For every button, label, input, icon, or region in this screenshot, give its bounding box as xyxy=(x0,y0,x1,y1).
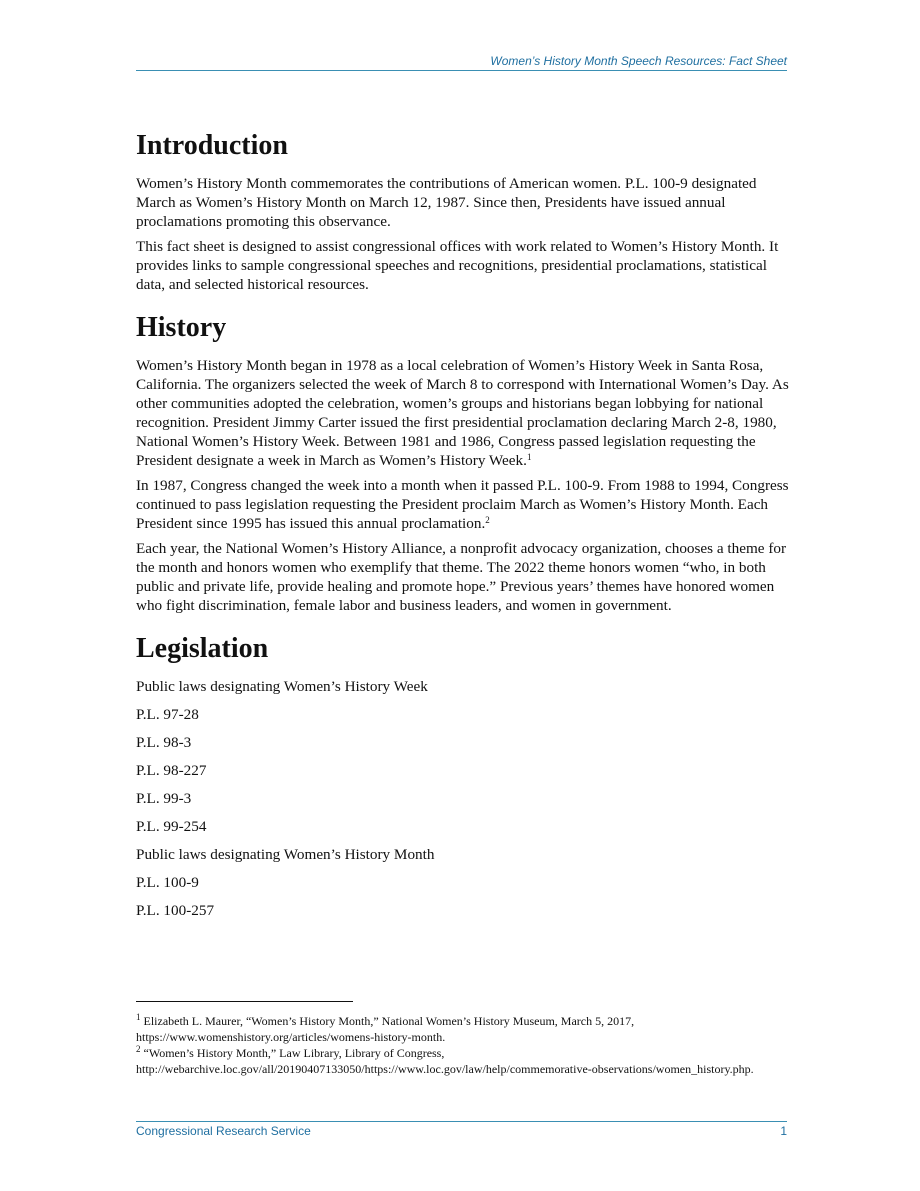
history-heading: History xyxy=(136,312,227,343)
week-laws-label: Public laws designating Women’s History Week xyxy=(136,678,428,695)
introduction-section xyxy=(136,126,791,294)
law-list xyxy=(136,677,791,920)
footnote-ref-2[interactable]: 2 xyxy=(485,515,490,525)
page-number: 1 xyxy=(780,1124,787,1138)
footnote-1 xyxy=(136,1013,791,1045)
month-laws-label: Public laws designating Women’s History Month xyxy=(136,846,435,863)
introduction-heading: Introduction xyxy=(136,130,288,161)
law-item[interactable]: P.L. 99-3 xyxy=(136,790,192,807)
footer-organization: Congressional Research Service xyxy=(136,1124,311,1138)
footnote-number: 2 xyxy=(136,1044,141,1054)
history-paragraph-1-text: Women’s History Month began in 1978 as a local celebration of Women’s History Week in Santa Rosa, California. The organizers selected the week of March 8 to correspond with International Women’s Day. As other communities adopted the celebration, women’s groups and historians began lobbying for national recognition. President Jimmy Carter issued the first presidential proclamation declaring March 2-8, 1980, National Women’s History Week. Between 1981 and 1986, Congress passed legislation requesting the President designate a week in March as Women’s History Week. xyxy=(136,357,789,469)
intro-paragraph-2: This fact sheet is designed to assist congressional offices with work related to Women’s History Month. It provides links to sample congressional speeches and recognitions, presidential proclamations, statistical data, and selected historical resources. xyxy=(136,238,779,293)
footnote-ref-1[interactable]: 1 xyxy=(526,452,532,462)
legislation-heading: Legislation xyxy=(136,633,269,664)
law-item[interactable]: P.L. 99-254 xyxy=(136,818,207,835)
law-item[interactable]: P.L. 98-3 xyxy=(136,734,192,751)
footnote-text[interactable]: Elizabeth L. Maurer, “Women’s History Month,” National Women’s History Museum, March 5, 2017, https://www.womenshistory.org/articles/womens-history-month. xyxy=(136,1014,635,1044)
history-paragraph-2 xyxy=(136,476,791,533)
history-paragraph-1 xyxy=(136,356,791,470)
law-item[interactable]: P.L. 97-28 xyxy=(136,706,199,723)
footnote-number: 1 xyxy=(136,1012,141,1022)
footnote-2 xyxy=(136,1045,791,1077)
law-item[interactable]: P.L. 100-9 xyxy=(136,874,199,891)
footnotes xyxy=(136,1013,791,1077)
history-section xyxy=(136,308,791,615)
footnote-text[interactable]: “Women’s History Month,” Law Library, Library of Congress, http://webarchive.loc.gov/all/20190407133050/https://www.loc.gov/law/help/commemorative-observations/women_history.php. xyxy=(136,1046,754,1076)
running-header: Women’s History Month Speech Resources: Fact Sheet xyxy=(136,54,787,71)
page-body xyxy=(136,126,791,934)
footnote-divider xyxy=(136,1001,353,1002)
history-paragraph-3: Each year, the National Women’s History Alliance, a nonprofit advocacy organization, chooses a theme for the month and honors women who exemplify that theme. The 2022 theme honors women “who, in both public and private life, provide healing and promote hope.” Previous years’ themes have honored women who fight discrimination, female labor and business leaders, and women in government. xyxy=(136,540,787,614)
legislation-section xyxy=(136,629,791,920)
law-item[interactable]: P.L. 100-257 xyxy=(136,902,215,919)
law-item[interactable]: P.L. 98-227 xyxy=(136,762,207,779)
page-footer xyxy=(136,1121,787,1138)
intro-paragraph-1: Women’s History Month commemorates the contributions of American women. P.L. 100-9 designated March as Women’s History Month on March 12, 1987. Since then, Presidents have issued annual proclamations promoting this observance. xyxy=(136,175,757,230)
history-paragraph-2-text: In 1987, Congress changed the week into a month when it passed P.L. 100-9. From 1988 to 1994, Congress continued to pass legislation requesting the President proclaim March as Women’s History Month. Each President since 1995 has issued this annual proclamation. xyxy=(136,477,789,532)
